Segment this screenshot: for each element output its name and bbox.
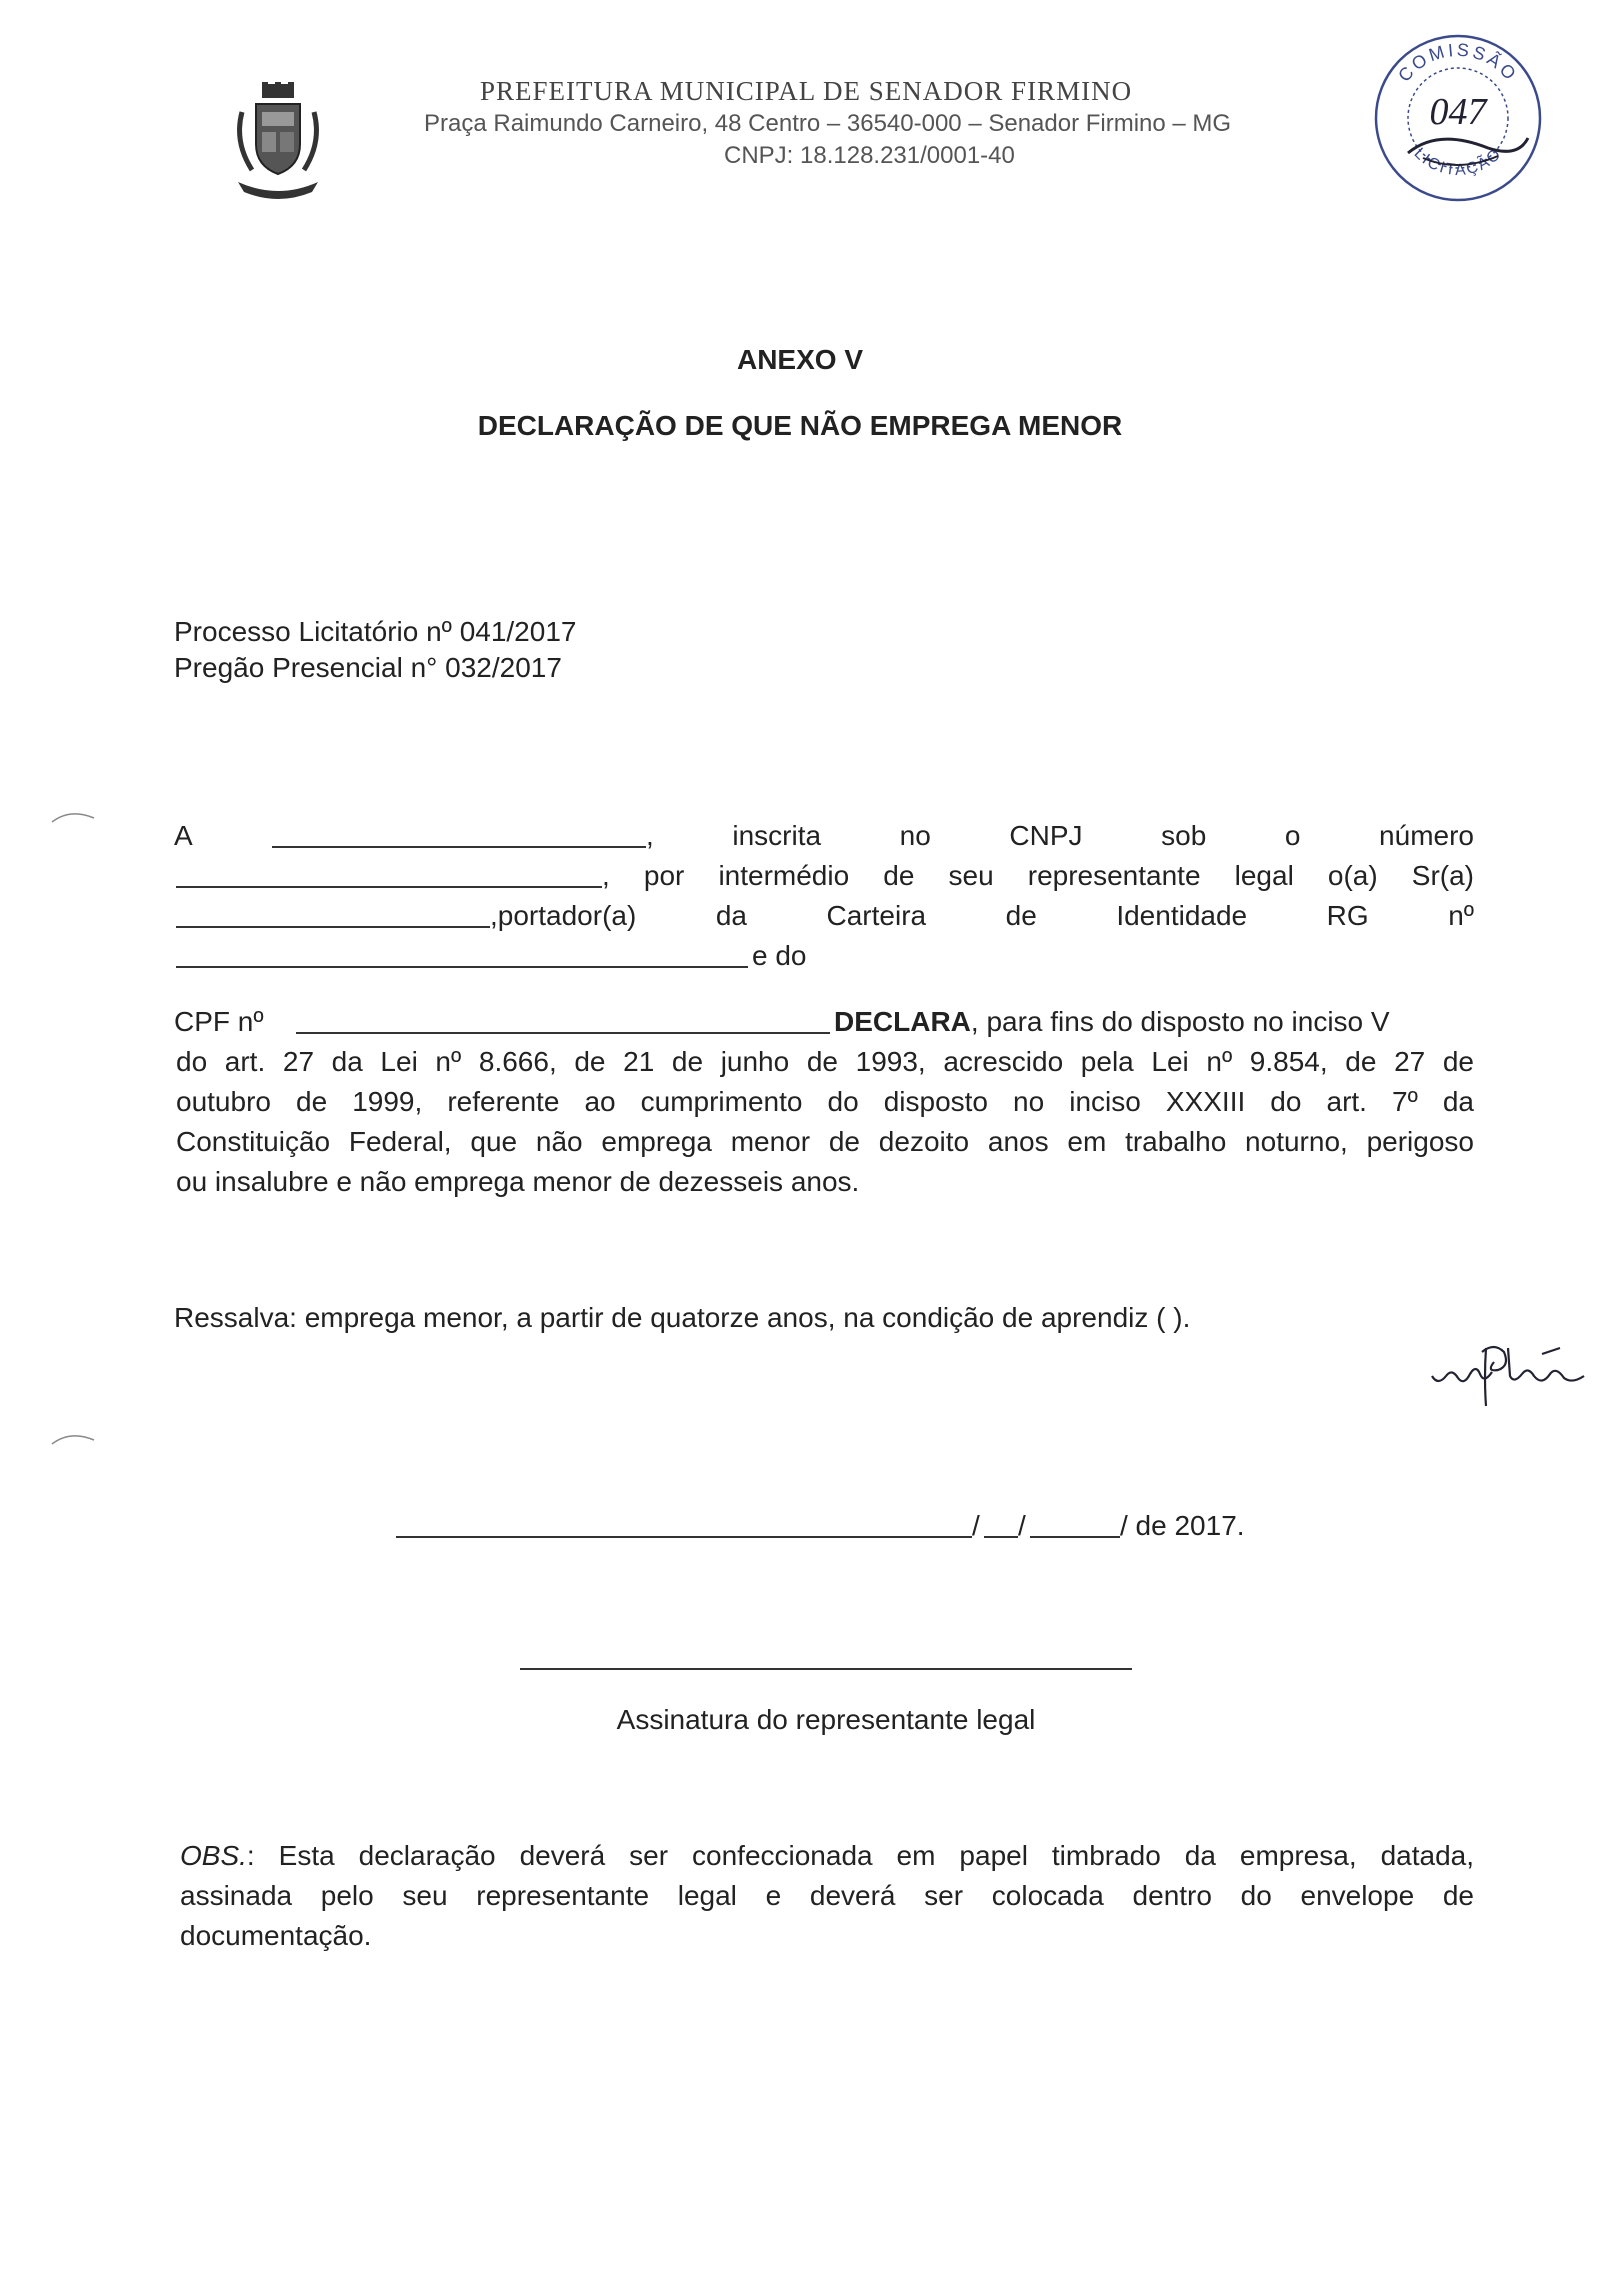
declara-word: DECLARA <box>834 1006 971 1037</box>
stamp-number: 047 <box>1429 91 1487 133</box>
declaration-title: DECLARAÇÃO DE QUE NÃO EMPREGA MENOR <box>477 410 1123 441</box>
body-line3-text: ,portador(a) da Carteira de Identidade RG nº <box>490 900 1474 931</box>
representative-blank <box>176 926 490 928</box>
cpf-rest-row <box>834 1002 1474 1042</box>
para-line-2: do art. 27 da Lei nº 8.666, de 21 de junho de 1993, acrescido pela Lei nº 9.854, de 27 de <box>176 1046 1474 1077</box>
margin-mark-icon <box>50 1428 100 1448</box>
obs-line-1-text: : Esta declaração deverá ser confeccionada em papel timbrado da empresa, datada, <box>246 1840 1474 1871</box>
body-line1-text: , inscrita no CNPJ sob o número <box>646 820 1474 851</box>
org-name: PREFEITURA MUNICIPAL DE SENADOR FIRMINO <box>480 76 1133 106</box>
handwritten-rubric-icon <box>1424 1318 1600 1408</box>
ressalva-text: Ressalva: emprega menor, a partir de quatorze anos, na condição de aprendiz ( ). <box>174 1302 1191 1333</box>
para-line-3: outubro de 1999, referente ao cumprimento do disposto no inciso XXXIII do art. 7º da <box>176 1086 1474 1117</box>
commission-stamp <box>1368 28 1548 208</box>
municipal-crest-icon <box>228 82 328 200</box>
org-cnpj: CNPJ: 18.128.231/0001-40 <box>724 142 1015 169</box>
company-name-blank <box>272 846 646 848</box>
obs-line-1 <box>180 1836 1474 1876</box>
pregao-number: Pregão Presencial n° 032/2017 <box>174 652 562 683</box>
margin-mark-icon <box>50 806 100 826</box>
place-blank <box>396 1536 972 1538</box>
body-line2-text: , por intermédio de seu representante legal o(a) Sr(a) <box>602 860 1474 891</box>
stamp-bottom-text: LICITAÇÃO <box>1410 144 1506 180</box>
para-line-4: Constituição Federal, que não emprega menor de dezoito anos em trabalho noturno, perigoso <box>176 1126 1474 1157</box>
cpf-rest-text: , para fins do disposto no inciso V <box>970 1006 1390 1037</box>
signature-label: Assinatura do representante legal <box>616 1704 1036 1735</box>
month-blank <box>1030 1536 1120 1538</box>
date-slash-1: / <box>972 1510 980 1541</box>
cpf-label: CPF nº <box>174 1006 264 1037</box>
obs-line-2: assinada pelo seu representante legal e deverá ser colocada dentro do envelope de <box>180 1880 1474 1911</box>
stamp-top-text: COMISSÃO <box>1394 39 1522 86</box>
date-slash-2: / <box>1018 1510 1026 1541</box>
rg-blank <box>176 966 748 968</box>
obs-line-3: documentação. <box>180 1920 372 1951</box>
process-number: Processo Licitatório nº 041/2017 <box>174 616 577 647</box>
cpf-blank <box>296 1032 830 1034</box>
date-year-suffix: / de 2017. <box>1120 1510 1245 1541</box>
annex-title: ANEXO V <box>736 344 864 375</box>
obs-label: OBS. <box>180 1840 247 1871</box>
body-a-label: A <box>174 820 193 851</box>
signature-blank <box>520 1668 1132 1670</box>
org-address: Praça Raimundo Carneiro, 48 Centro – 36540-000 – Senador Firmino – MG <box>424 110 1232 137</box>
body-line4-text: e do <box>752 940 807 971</box>
para-line-5: ou insalubre e não emprega menor de dezesseis anos. <box>176 1166 860 1197</box>
cnpj-blank <box>176 886 602 888</box>
day-blank <box>984 1536 1018 1538</box>
svg-text:COMISSÃO <box>1394 40 1522 86</box>
